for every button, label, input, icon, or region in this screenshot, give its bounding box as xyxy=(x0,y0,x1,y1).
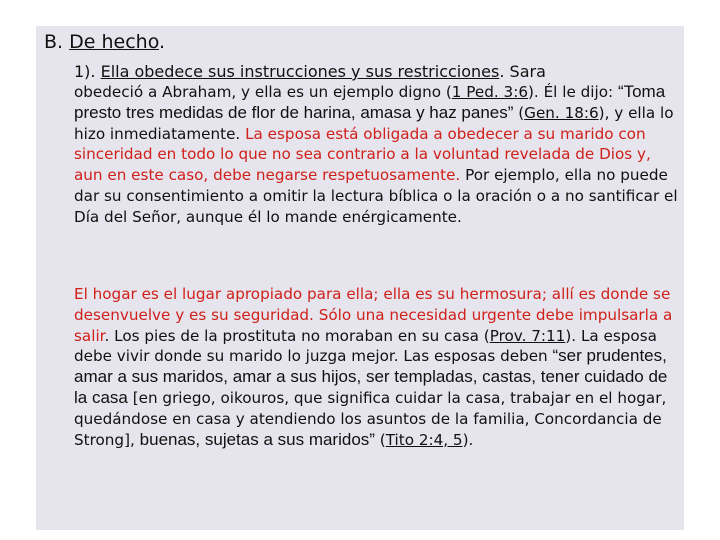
p1-text-5: Por ejemplo, ella no puede dar su consentimiento a omitir la lectura bíblica o la oración o a no santificar el Día del Señor, aunque él lo mande enérgicamente. xyxy=(74,166,678,226)
point-number: 1). xyxy=(74,62,101,81)
p1-text-2: ). Él le dijo: xyxy=(528,83,618,101)
quote-tito-2: buenas, sujetas a sus maridos” xyxy=(139,429,375,449)
scripture-ref-gen[interactable]: Gen. 18:6 xyxy=(524,103,599,122)
point-title: Ella obedece sus instrucciones y sus restricciones xyxy=(100,62,500,81)
point-1-heading xyxy=(74,62,546,82)
p1-text-4: ), y ella lo hizo inmediatamente. xyxy=(74,103,674,143)
scripture-ref-tito[interactable]: Tito 2:4, 5 xyxy=(385,430,463,449)
section-heading xyxy=(44,30,165,54)
paragraph-1 xyxy=(74,82,682,228)
p2-highlight: El hogar es el lugar apropiado para ella; ella es su hermosura; allí es donde se desenvuelve y es su seguridad. Sólo una necesidad urgente debe impulsarla a salir xyxy=(74,285,673,345)
p2-text-3: [en griego, oikouros, que significa cuidar la casa, trabajar en el hogar, quedándose en casa y atendiendo los asuntos de la familia, Concordancia de Strong], xyxy=(74,388,667,449)
paragraph-2 xyxy=(74,284,682,450)
p1-text-3: ( xyxy=(513,103,525,122)
heading-suffix: . xyxy=(159,31,166,53)
p2-text-2: ). La esposa debe vivir donde su marido lo juzga mejor. Las esposas deben xyxy=(74,326,657,366)
p2-text-5: ). xyxy=(462,430,474,449)
heading-title: De hecho xyxy=(69,31,159,53)
p1-text-1: obedeció a Abraham, y ella es un ejemplo digno ( xyxy=(74,83,452,101)
p2-text-4: ( xyxy=(374,430,386,449)
point-title-after: . Sara xyxy=(499,62,546,81)
scripture-ref-prov[interactable]: Prov. 7:11 xyxy=(489,326,566,345)
quote-gen: “Toma presto tres medidas de flor de harina, amasa y haz panes” xyxy=(74,82,666,122)
quote-tito-1: “ser prudentes, amar a sus maridos, amar a sus hijos, ser templadas, castas, tener cuidado de la casa xyxy=(74,346,668,407)
scripture-ref-1-ped[interactable]: 1 Ped. 3:6 xyxy=(451,83,528,101)
p2-text-1: . Los pies de la prostituta no moraban en su casa ( xyxy=(104,326,490,345)
p1-highlight: La esposa está obligada a obedecer a su marido con sinceridad en todo lo que no sea contrario a la voluntad revelada de Dios y, aun en este caso, debe negarse respetuosamente. xyxy=(74,124,651,185)
heading-prefix: B. xyxy=(44,31,70,53)
